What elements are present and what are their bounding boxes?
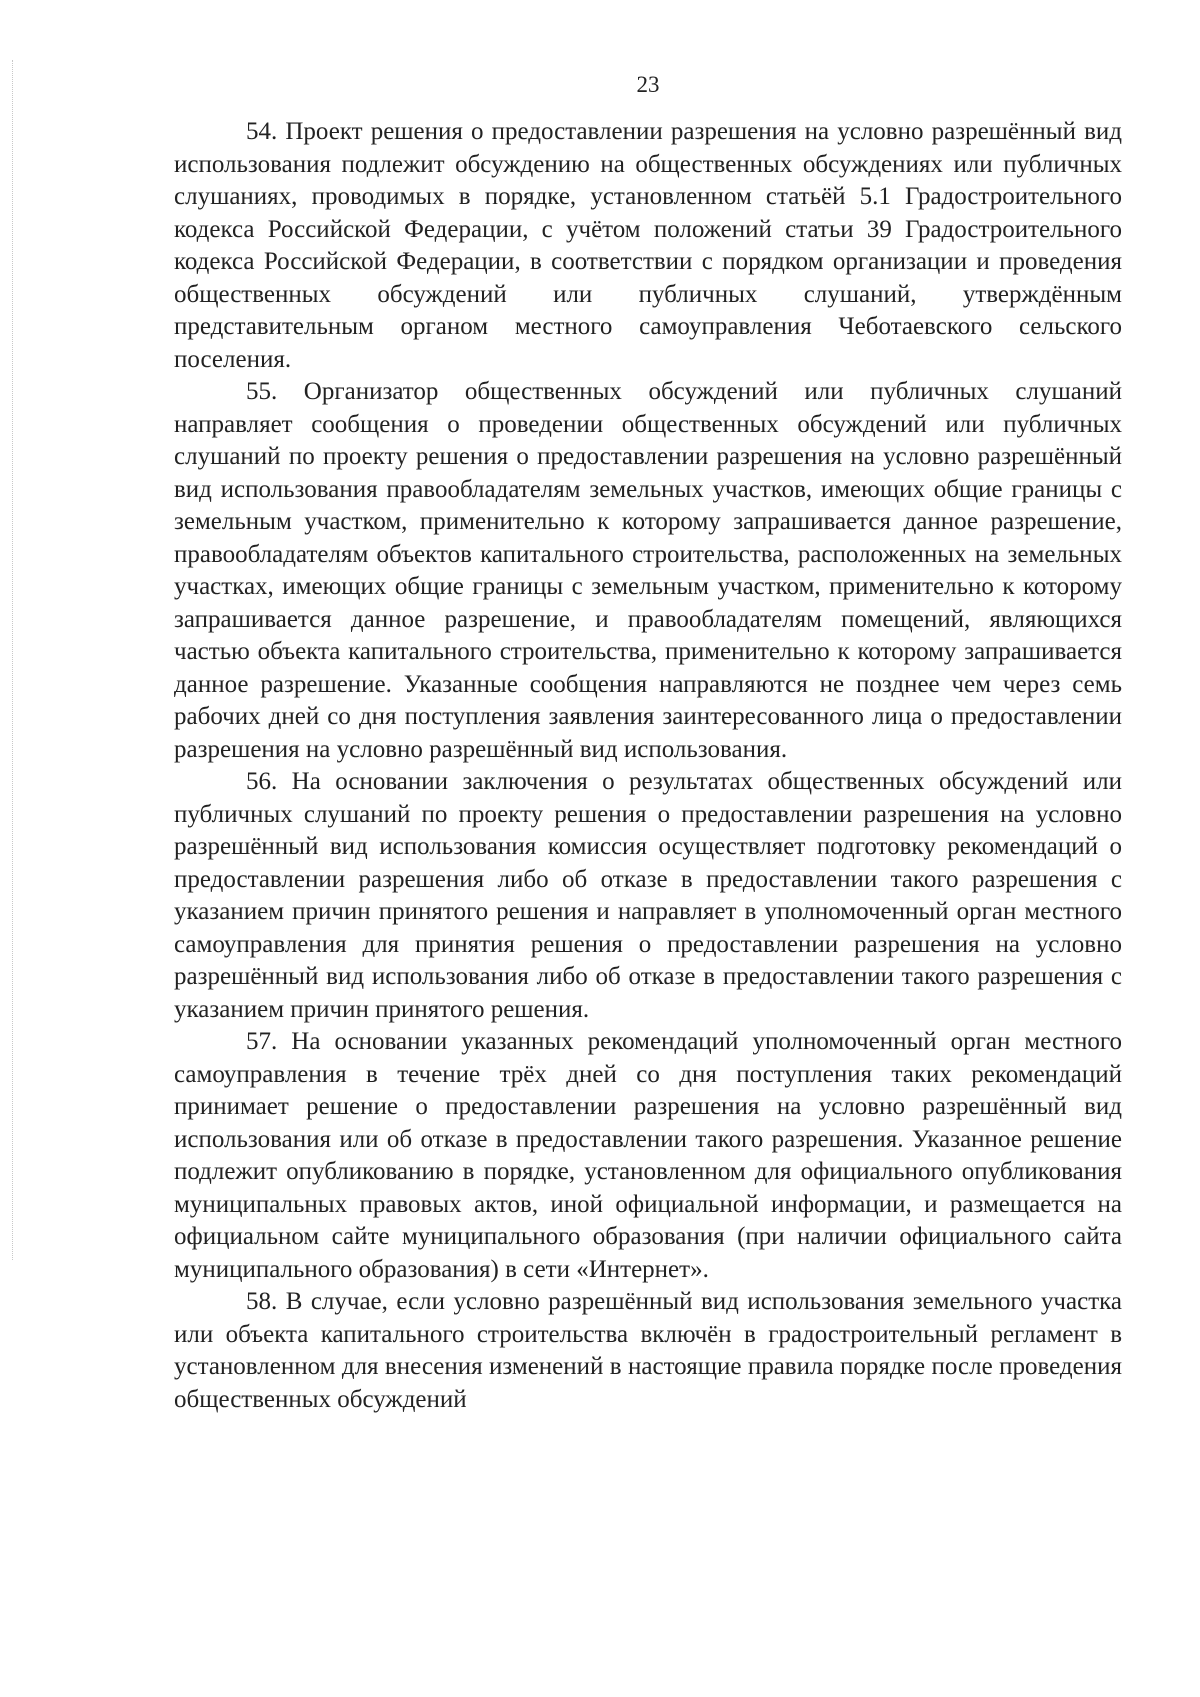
document-body <box>174 116 1122 1416</box>
paragraph-58: 58. В случае, если условно разрешённый вид использования земельного участка или объекта капитального строительства включён в градостроительный регламент в установленном для внесения изменений в настоящие правила порядке после проведения общественных обсуждений <box>174 1288 1122 1413</box>
page-number: 23 <box>636 72 660 97</box>
paragraph-55: 55. Организатор общественных обсуждений или публичных слушаний направляет сообщения о проведении общественных обсуждений или публичных слушаний по проекту решения о предоставлении разрешения на условно разрешённый вид использования правообладателям земельных участков, имеющих общие границы с земельным участком, применительно к которому запрашивается данное разрешение, правообладателям объектов капитального строительства, расположенных на земельных участках, имеющих общие границы с земельным участком, применительно к которому запрашивается данное разрешение, и правообладателям помещений, являющихся частью объекта капитального строительства, применительно к которому запрашивается данное разрешение. Указанные сообщения направляются не позднее чем через семь рабочих дней со дня поступления заявления заинтересованного лица о предоставлении разрешения на условно разрешённый вид использования. <box>174 378 1122 763</box>
paragraph-57: 57. На основании указанных рекомендаций уполномоченный орган местного самоуправления в течение трёх дней со дня поступления таких рекомендаций принимает решение о предоставлении разрешения на условно разрешённый вид использования или об отказе в предоставлении такого разрешения. Указанное решение подлежит опубликованию в порядке, установленном для официального опубликования муниципальных правовых актов, иной официальной информации, и размещается на официальном сайте муниципального образования (при наличии официального сайта муниципального образования) в сети «Интернет». <box>174 1028 1122 1283</box>
paragraph-56: 56. На основании заключения о результатах общественных обсуждений или публичных слушаний по проекту решения о предоставлении разрешения на условно разрешённый вид использования комиссия осуществляет подготовку рекомендаций о предоставлении разрешения либо об отказе в предоставлении такого разрешения с указанием причин принятого решения и направляет в уполномоченный орган местного самоуправления для принятия решения о предоставлении разрешения на условно разрешённый вид использования либо об отказе в предоставлении такого разрешения с указанием причин принятого решения. <box>174 768 1122 1023</box>
paragraph-54: 54. Проект решения о предоставлении разрешения на условно разрешённый вид использования подлежит обсуждению на общественных обсуждениях или публичных слушаниях, проводимых в порядке, установленном статьёй 5.1 Градостроительного кодекса Российской Федерации, с учётом положений статьи 39 Градостроительного кодекса Российской Федерации, в соответствии с порядком организации и проведения общественных обсуждений или публичных слушаний, утверждённым представительным органом местного самоуправления Чеботаевского сельского поселения. <box>174 118 1122 373</box>
binding-edge-marks <box>12 60 14 1260</box>
